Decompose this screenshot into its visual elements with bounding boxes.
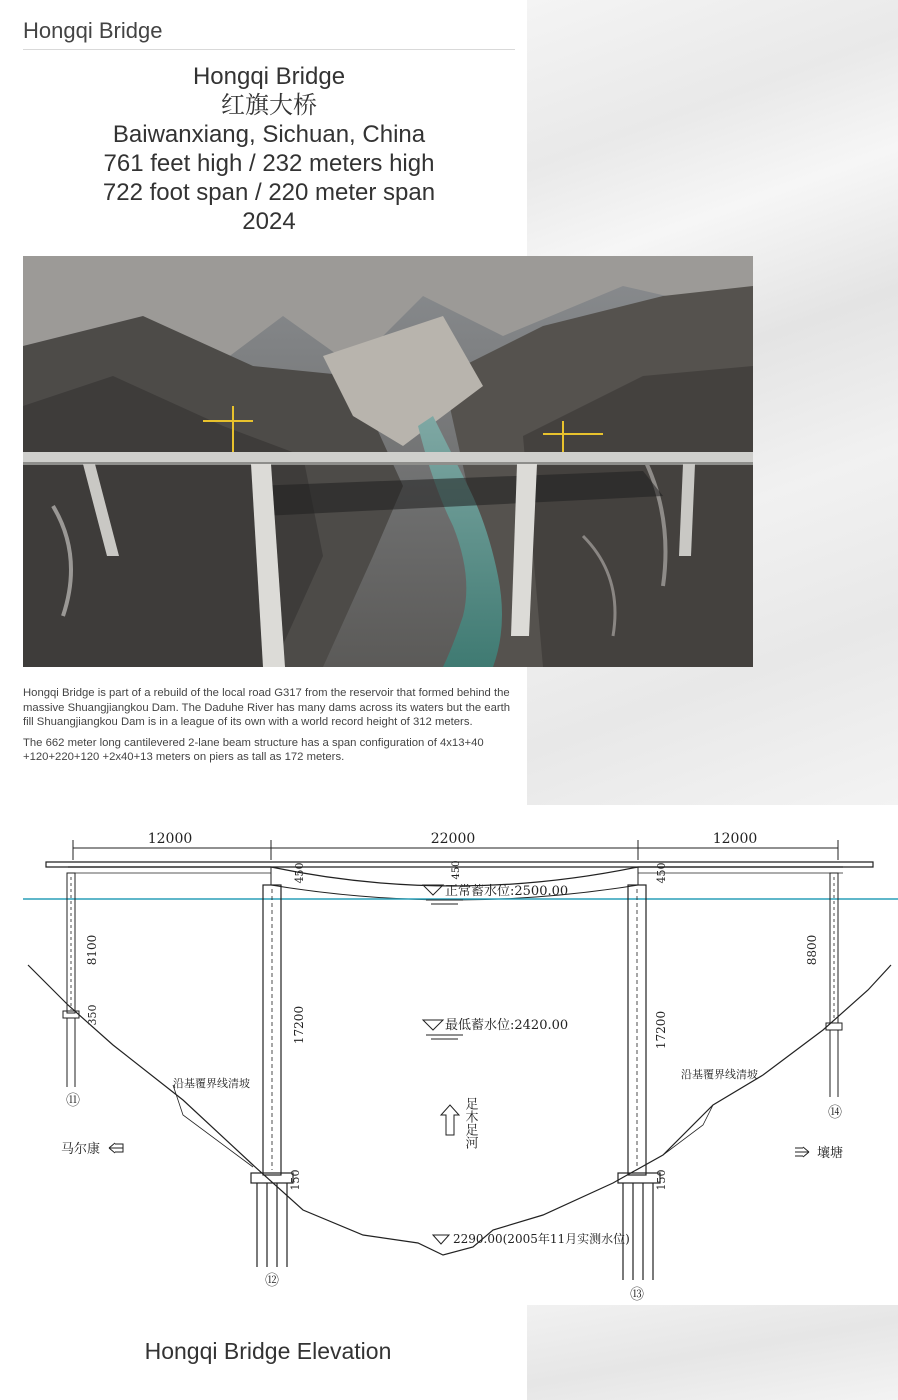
figure-caption: Hongqi Bridge Elevation — [144, 1338, 392, 1364]
bridge-description — [23, 686, 513, 771]
arrow-left-icon — [109, 1143, 123, 1153]
span-right-label: 12000 — [712, 831, 758, 847]
bridge-location: Baiwanxiang, Sichuan, China — [112, 121, 426, 148]
pier-11-label: ⑪ — [66, 1093, 80, 1109]
bridge-height: 761 feet high / 232 meters high — [103, 150, 435, 177]
dim-8800-label: 8800 — [805, 934, 819, 966]
pier-12-label: ⑫ — [265, 1273, 279, 1289]
direction-left-label: 马尔康 — [61, 1142, 101, 1157]
page-title: Hongqi Bridge — [23, 18, 163, 43]
dim-17200-left-label: 17200 — [292, 1005, 306, 1045]
bridge-year: 2024 — [242, 208, 296, 235]
dim-8100-label: 8100 — [85, 934, 99, 966]
dim-150-right-label: 150 — [655, 1169, 668, 1191]
bridge-info — [23, 62, 515, 236]
bridge-name-chinese: 红旗大桥 — [221, 91, 317, 119]
arrow-right-icon — [795, 1147, 809, 1157]
bridge-photo — [23, 256, 753, 667]
bridge-name: Hongqi Bridge — [192, 63, 346, 90]
slope-right-label: 沿基覆界线清坡 — [681, 1068, 758, 1081]
water-level-normal-label: 正常蓄水位:2500.00 — [445, 884, 569, 899]
dim-450-c-label: 450 — [655, 862, 668, 884]
dim-17200-right-label: 17200 — [654, 1010, 668, 1050]
description-paragraph-1: Hongqi Bridge is part of a rebuild of the local road G317 from the reservoir that formed behind the massive Shuangjiangkou Dam. The Daduhe River has many dams across its waters but the earth fill Shuangjiangkou Dam is in a league of its own with a world record height of 312 meters. — [23, 687, 511, 729]
background-panel-bottom — [527, 1305, 898, 1400]
dim-350-label: 350 — [86, 1004, 99, 1026]
bridge-span: 722 foot span / 220 meter span — [102, 179, 436, 206]
direction-right-label: 壤塘 — [817, 1146, 844, 1161]
dim-150-left-label: 150 — [289, 1169, 302, 1191]
page-header — [23, 14, 515, 50]
water-level-measured-label: 2290.00(2005年11月实测水位) — [453, 1232, 630, 1246]
water-level-min-label: 最低蓄水位:2420.00 — [445, 1018, 569, 1033]
river-name-label: 足木足河 — [462, 1097, 478, 1149]
span-left-label: 12000 — [147, 831, 193, 847]
slope-left-label: 沿基覆界线清坡 — [173, 1077, 250, 1090]
pier-14-label: ⑭ — [828, 1105, 842, 1121]
pier-13-label: ⑬ — [630, 1287, 644, 1303]
span-main-label: 22000 — [430, 831, 476, 847]
dim-450-b-label: 450 — [451, 860, 462, 880]
dim-450-a-label: 450 — [293, 862, 306, 884]
description-paragraph-2: The 662 meter long cantilevered 2-lane beam structure has a span configuration of 4x13+40 +120+220+120 +2x40+13 meters on piers as tall as 172 meters. — [23, 736, 484, 764]
bridge-elevation-drawing — [23, 815, 898, 1315]
